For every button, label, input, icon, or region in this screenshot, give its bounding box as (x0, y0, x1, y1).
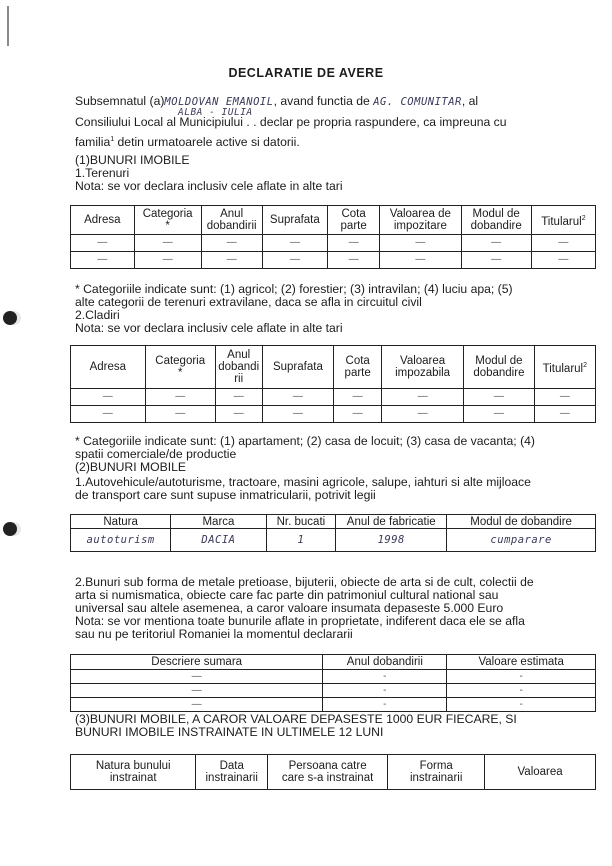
footnote-ref: 1 (110, 136, 115, 143)
table-row (71, 698, 596, 712)
table-row (71, 235, 596, 252)
category-note-1a: * Categoriile indicate sunt: (1) agricol; (2) forestier; (3) intravilan; (4) luciu apa; (5) (75, 282, 513, 296)
table-cell: — (71, 235, 135, 252)
table-cell: — (382, 406, 464, 423)
table-cell: — (334, 389, 382, 406)
table-cell: — (145, 406, 215, 423)
column-header: Forma instrainarii (388, 755, 485, 790)
column-header: Anul de fabricatie (336, 515, 447, 529)
table-cell: — (534, 406, 595, 423)
table-cell: — (380, 235, 461, 252)
column-header: Anul dobandirii (323, 655, 447, 670)
intro-text: detin urmatoarele active si datorii. (114, 135, 300, 150)
table-cell: — (134, 235, 201, 252)
intro-line-2: Consiliului Local al Municipiului . . declar pe propria raspundere, ca impreuna cu (75, 115, 507, 129)
column-header: Valoare estimata (447, 655, 596, 670)
table-cell: 1 (266, 529, 336, 552)
table-cell: — (531, 235, 595, 252)
table-cell: - (447, 670, 596, 684)
section-2-sub2-b: arta si numismatica, obiecte care fac parte din patrimoniul cultural national sau (75, 588, 499, 602)
valuables-table (70, 654, 596, 712)
column-header: Marca (171, 515, 266, 529)
punch-hole (3, 522, 17, 536)
section-2-note-b: sau nu pe teritoriul Romaniei la momentul declararii (75, 627, 353, 641)
table-cell: — (262, 235, 327, 252)
table-cell: — (534, 389, 595, 406)
table-cell: autoturism (71, 529, 171, 552)
vehicles-table (70, 514, 596, 552)
section-1-sub-cladiri: 2.Cladiri (75, 308, 120, 322)
table-cell: — (134, 252, 201, 269)
column-header: Anul dobandirii (201, 206, 262, 235)
table-cell: — (531, 252, 595, 269)
declarant-locality: ALBA - IULIA (178, 107, 253, 118)
column-header: Titularul$^2$ (534, 346, 595, 389)
section-2-sub1-b: de transport care sunt supuse inmatricularii, potrivit legii (75, 488, 376, 502)
intro-text: , al (461, 94, 479, 108)
column-header: Anul dobandi rii (215, 346, 262, 389)
column-header: Valoarea impozabila (382, 346, 464, 389)
column-header: Categoria * (145, 346, 215, 389)
section-1-note-2: Nota: se vor declara inclusiv cele aflate in alte tari (75, 321, 343, 335)
table-cell: — (145, 389, 215, 406)
column-header: Categoria * (134, 206, 201, 235)
table-cell: - (447, 698, 596, 712)
table-cell: — (382, 389, 464, 406)
section-2-sub2-c: universal sau altele asemenea, a caror valoare insumata depaseste 5.000 Euro (75, 601, 504, 615)
scan-edge-mark (7, 6, 9, 46)
table-cell: — (334, 406, 382, 423)
table-cell: — (461, 252, 531, 269)
section-3-heading-b: BUNURI IMOBILE INSTRAINATE IN ULTIMELE 12 LUNI (75, 725, 384, 739)
column-header: Natura bunului instrainat (71, 755, 196, 790)
alienated-goods-table (70, 754, 596, 790)
column-header: Cota parte (328, 206, 380, 235)
column-header: Modul de dobandire (447, 515, 596, 529)
table-cell: — (262, 389, 334, 406)
table-row (71, 406, 596, 423)
section-2-sub2-a: 2.Bunuri sub forma de metale pretioase, bijuterii, obiecte de arta si de cult, colectii de (75, 575, 534, 589)
table-cell: — (464, 389, 535, 406)
column-header: Descriere sumara (71, 655, 323, 670)
column-header: Suprafata (262, 206, 327, 235)
column-header: Nr. bucati (266, 515, 336, 529)
table-cell: — (464, 406, 535, 423)
category-note-2a: * Categoriile indicate sunt: (1) apartament; (2) casa de locuit; (3) casa de vacanta; (4) (75, 434, 535, 448)
table-cell: — (201, 235, 262, 252)
footnote-ref: 2 (581, 214, 586, 222)
section-1-sub-terenuri: 1.Terenuri (75, 166, 130, 180)
table-row (71, 389, 596, 406)
column-header: Valoarea de impozitare (380, 206, 461, 235)
table-cell: - (323, 684, 447, 698)
section-1-heading: (1)BUNURI IMOBILE (75, 153, 190, 167)
table-cell: — (201, 252, 262, 269)
column-header: Adresa (71, 206, 135, 235)
table-cell: — (380, 252, 461, 269)
table-cell: — (262, 252, 327, 269)
section-1-note-1: Nota: se vor declara inclusiv cele aflate in alte tari (75, 179, 343, 193)
section-3-heading-a: (3)BUNURI MOBILE, A CAROR VALOARE DEPASESTE 1000 EUR FIECARE, SI (75, 712, 517, 726)
table-cell: - (323, 698, 447, 712)
punch-hole (3, 311, 17, 325)
table-row (71, 684, 596, 698)
table-cell: — (71, 406, 146, 423)
table-cell: - (447, 684, 596, 698)
table-row (71, 670, 596, 684)
section-2-sub1-a: 1.Autovehicule/autoturisme, tractoare, masini agricole, salupe, iahturi si alte mijloace (75, 475, 531, 489)
table-cell: — (71, 684, 323, 698)
intro-line-1 (75, 94, 478, 109)
column-header: Modul de dobandire (464, 346, 535, 389)
table-cell: — (71, 252, 135, 269)
intro-text: familia (75, 135, 111, 150)
buildings-table (70, 345, 596, 423)
section-2-heading: (2)BUNURI MOBILE (75, 460, 187, 474)
category-note-1b: alte categorii de terenuri extravilane, daca se afla in circuitul civil (75, 295, 422, 309)
column-header: Cota parte (334, 346, 382, 389)
column-header: Data instrainarii (196, 755, 268, 790)
column-header: Modul de dobandire (461, 206, 531, 235)
table-cell: - (323, 670, 447, 684)
intro-line-3 (75, 133, 300, 149)
table-cell: — (71, 698, 323, 712)
column-header: Persoana catre care s-a instrainat (267, 755, 387, 790)
table-cell: DACIA (171, 529, 266, 552)
table-cell: — (328, 235, 380, 252)
column-header: Adresa (71, 346, 146, 389)
intro-text: , avand functia de (273, 94, 370, 108)
table-row (71, 529, 596, 552)
column-header: Valoarea (485, 755, 596, 790)
document-title: DECLARATIE DE AVERE (228, 66, 384, 80)
intro-text: Subsemnatul (a) (75, 94, 165, 108)
table-cell: — (461, 235, 531, 252)
table-cell: — (71, 389, 146, 406)
table-cell: cumparare (447, 529, 596, 552)
land-table (70, 205, 596, 269)
category-note-2b: spatii comerciale/de productie (75, 447, 237, 461)
declarant-name: MOLDOVAN EMANOIL (164, 96, 274, 108)
table-cell: — (71, 670, 323, 684)
declarant-function: AG. COMUNITAR (373, 96, 462, 108)
table-cell: — (262, 406, 334, 423)
table-cell: — (328, 252, 380, 269)
table-cell: — (215, 406, 262, 423)
column-header: Titularul$^2$ (531, 206, 595, 235)
column-header: Suprafata (262, 346, 334, 389)
table-cell: 1998 (336, 529, 447, 552)
column-header: Natura (71, 515, 171, 529)
table-row (71, 252, 596, 269)
section-2-note-a: Nota: se vor mentiona toate bunurile aflate in proprietate, indiferent daca ele se afla (75, 614, 525, 628)
table-cell: — (215, 389, 262, 406)
footnote-ref: 2 (583, 361, 588, 369)
